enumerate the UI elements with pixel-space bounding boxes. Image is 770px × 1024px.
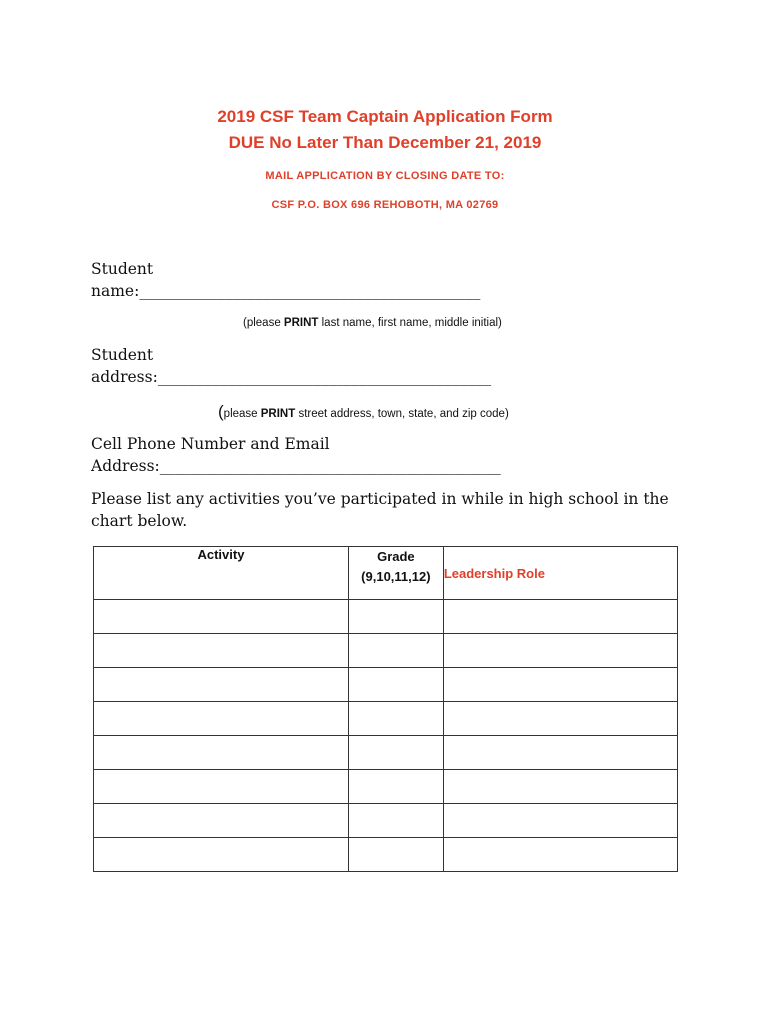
table-row — [94, 600, 678, 634]
contact-label-line1: Cell Phone Number and Email — [91, 435, 330, 453]
student-name-label-line1: Student — [91, 260, 154, 278]
student-address-label-line1: Student — [91, 346, 154, 364]
grade-cell[interactable] — [348, 634, 443, 668]
table-row — [94, 770, 678, 804]
activities-prompt: Please list any activities you’ve participated in while in high school in the chart below. — [91, 490, 669, 530]
table-row — [94, 702, 678, 736]
activity-cell[interactable] — [94, 736, 349, 770]
table-row — [94, 668, 678, 702]
activity-cell[interactable] — [94, 838, 349, 872]
student-name-field[interactable] — [91, 258, 691, 302]
student-address-hint: (please PRINT street address, town, state, and zip code) — [218, 402, 509, 421]
table-row — [94, 736, 678, 770]
mailing-address: CSF P.O. BOX 696 REHOBOTH, MA 02769 — [271, 199, 499, 211]
student-address-blank[interactable]: ___________________________________________ — [157, 368, 492, 386]
leadership-role-cell[interactable] — [443, 702, 677, 736]
student-name-blank[interactable]: ____________________________________________ — [139, 282, 481, 300]
contact-blank[interactable]: ____________________________________________ — [159, 457, 501, 475]
grade-cell[interactable] — [348, 838, 443, 872]
grade-cell[interactable] — [348, 702, 443, 736]
leadership-role-cell[interactable] — [443, 838, 677, 872]
activity-cell[interactable] — [94, 634, 349, 668]
leadership-role-cell[interactable] — [443, 804, 677, 838]
student-name-label-line2: name: — [91, 282, 140, 300]
activities-table — [93, 546, 678, 872]
grade-cell[interactable] — [348, 736, 443, 770]
leadership-role-column-header: Leadership Role — [443, 547, 677, 600]
activities-table-header — [94, 547, 678, 600]
due-date-heading: DUE No Later Than December 21, 2019 — [228, 133, 542, 152]
leadership-role-cell[interactable] — [443, 600, 677, 634]
activity-cell[interactable] — [94, 804, 349, 838]
grade-column-header: Grade (9,10,11,12) — [348, 547, 443, 600]
activity-cell[interactable] — [94, 668, 349, 702]
table-row — [94, 838, 678, 872]
contact-label-line2: Address: — [91, 457, 160, 475]
student-address-field[interactable] — [91, 344, 691, 388]
table-row — [94, 634, 678, 668]
activity-cell[interactable] — [94, 702, 349, 736]
contact-field[interactable] — [91, 433, 691, 477]
table-row — [94, 804, 678, 838]
leadership-role-cell[interactable] — [443, 736, 677, 770]
student-name-hint: (please PRINT last name, first name, middle initial) — [243, 317, 502, 329]
leadership-role-cell[interactable] — [443, 770, 677, 804]
activity-cell[interactable] — [94, 600, 349, 634]
activity-column-header: Activity — [94, 547, 349, 600]
grade-cell[interactable] — [348, 668, 443, 702]
mail-instructions: MAIL APPLICATION BY CLOSING DATE TO: — [265, 170, 505, 182]
grade-cell[interactable] — [348, 770, 443, 804]
grade-cell[interactable] — [348, 804, 443, 838]
leadership-role-cell[interactable] — [443, 668, 677, 702]
grade-cell[interactable] — [348, 600, 443, 634]
activity-cell[interactable] — [94, 770, 349, 804]
form-title: 2019 CSF Team Captain Application Form — [217, 107, 553, 126]
leadership-role-cell[interactable] — [443, 634, 677, 668]
student-address-label-line2: address: — [91, 368, 158, 386]
